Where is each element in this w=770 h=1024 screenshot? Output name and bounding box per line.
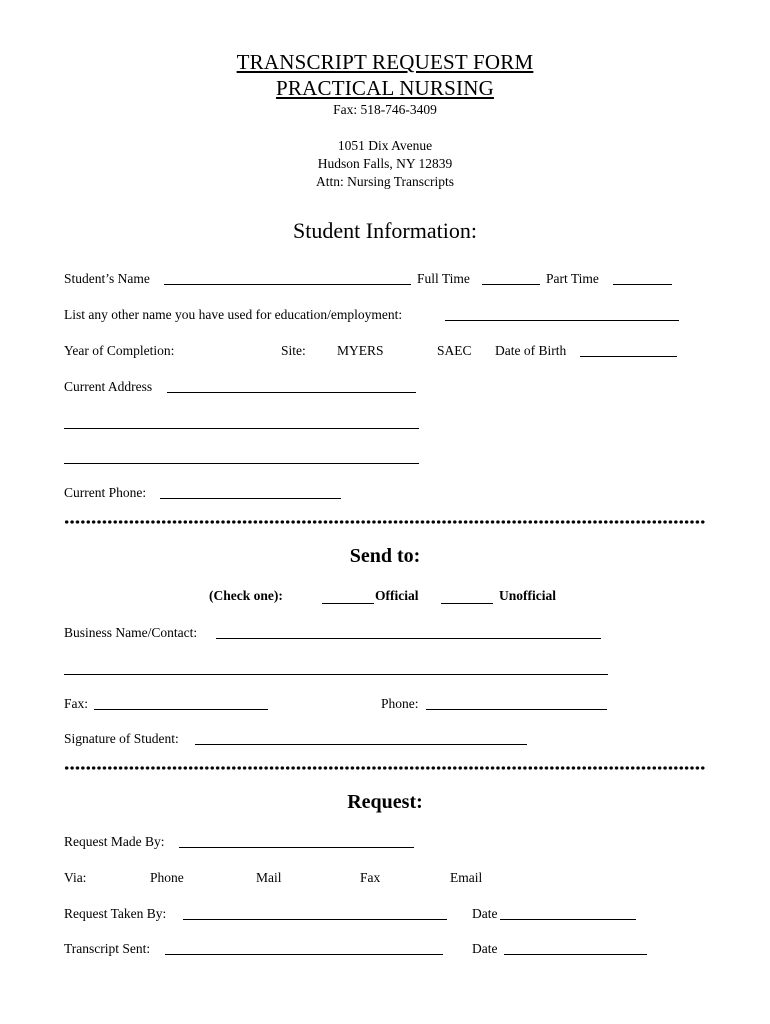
address-street: 1051 Dix Avenue	[337, 138, 433, 153]
business-contact-field[interactable]	[216, 638, 601, 639]
part-time-field[interactable]	[613, 284, 672, 285]
send-phone-field[interactable]	[426, 709, 607, 710]
part-time-label: Part Time	[546, 271, 599, 286]
send-fax-field[interactable]	[94, 709, 268, 710]
signature-field[interactable]	[195, 744, 527, 745]
transcript-sent-field[interactable]	[165, 954, 443, 955]
dob-label: Date of Birth	[495, 343, 567, 358]
transcript-sent-label: Transcript Sent:	[64, 941, 151, 956]
current-phone-label: Current Phone:	[64, 485, 147, 500]
year-completion-label: Year of Completion:	[64, 343, 175, 358]
via-phone-option[interactable]: Phone	[150, 870, 184, 885]
unofficial-check-field[interactable]	[441, 603, 493, 604]
via-label: Via:	[64, 870, 87, 885]
full-time-label: Full Time	[417, 271, 470, 286]
full-time-field[interactable]	[482, 284, 540, 285]
site-saec-option[interactable]: SAEC	[437, 343, 472, 358]
current-address-field-1[interactable]	[167, 392, 416, 393]
check-one-label: (Check one):	[209, 588, 283, 603]
taken-date-field[interactable]	[500, 919, 636, 920]
request-taken-by-label: Request Taken By:	[64, 906, 167, 921]
section-divider	[64, 520, 705, 524]
sent-date-field[interactable]	[504, 954, 647, 955]
address-attn: Attn: Nursing Transcripts	[315, 174, 454, 189]
student-name-field[interactable]	[164, 284, 411, 285]
student-name-label: Student’s Name	[64, 271, 150, 286]
taken-date-label: Date	[472, 906, 498, 921]
send-phone-label: Phone:	[381, 696, 419, 711]
send-to-heading: Send to:	[349, 545, 421, 567]
request-taken-by-field[interactable]	[183, 919, 447, 920]
signature-label: Signature of Student:	[64, 731, 179, 746]
current-address-field-2[interactable]	[64, 428, 419, 429]
via-fax-option[interactable]: Fax	[360, 870, 381, 885]
form-subtitle: PRACTICAL NURSING	[276, 76, 494, 100]
sent-date-label: Date	[472, 941, 498, 956]
fax-number: Fax: 518-746-3409	[333, 102, 437, 117]
request-made-by-label: Request Made By:	[64, 834, 165, 849]
send-fax-label: Fax:	[64, 696, 89, 711]
request-heading: Request:	[347, 791, 423, 813]
current-phone-field[interactable]	[160, 498, 341, 499]
current-address-field-3[interactable]	[64, 463, 419, 464]
site-myers-option[interactable]: MYERS	[337, 343, 384, 358]
site-label: Site:	[281, 343, 306, 358]
current-address-label: Current Address	[64, 379, 153, 394]
via-mail-option[interactable]: Mail	[256, 870, 282, 885]
official-check-field[interactable]	[322, 603, 374, 604]
request-made-by-field[interactable]	[179, 847, 414, 848]
via-email-option[interactable]: Email	[450, 870, 483, 885]
business-contact-label: Business Name/Contact:	[64, 625, 198, 640]
business-contact-field-2[interactable]	[64, 674, 608, 675]
other-name-field[interactable]	[445, 320, 679, 321]
unofficial-option: Unofficial	[499, 588, 556, 603]
section-divider	[64, 766, 705, 770]
student-info-heading: Student Information:	[293, 218, 477, 243]
dob-field[interactable]	[580, 356, 677, 357]
official-option: Official	[375, 588, 419, 603]
address-city: Hudson Falls, NY 12839	[317, 156, 453, 171]
form-title: TRANSCRIPT REQUEST FORM	[236, 50, 534, 74]
other-name-label: List any other name you have used for education/employment:	[64, 307, 403, 322]
